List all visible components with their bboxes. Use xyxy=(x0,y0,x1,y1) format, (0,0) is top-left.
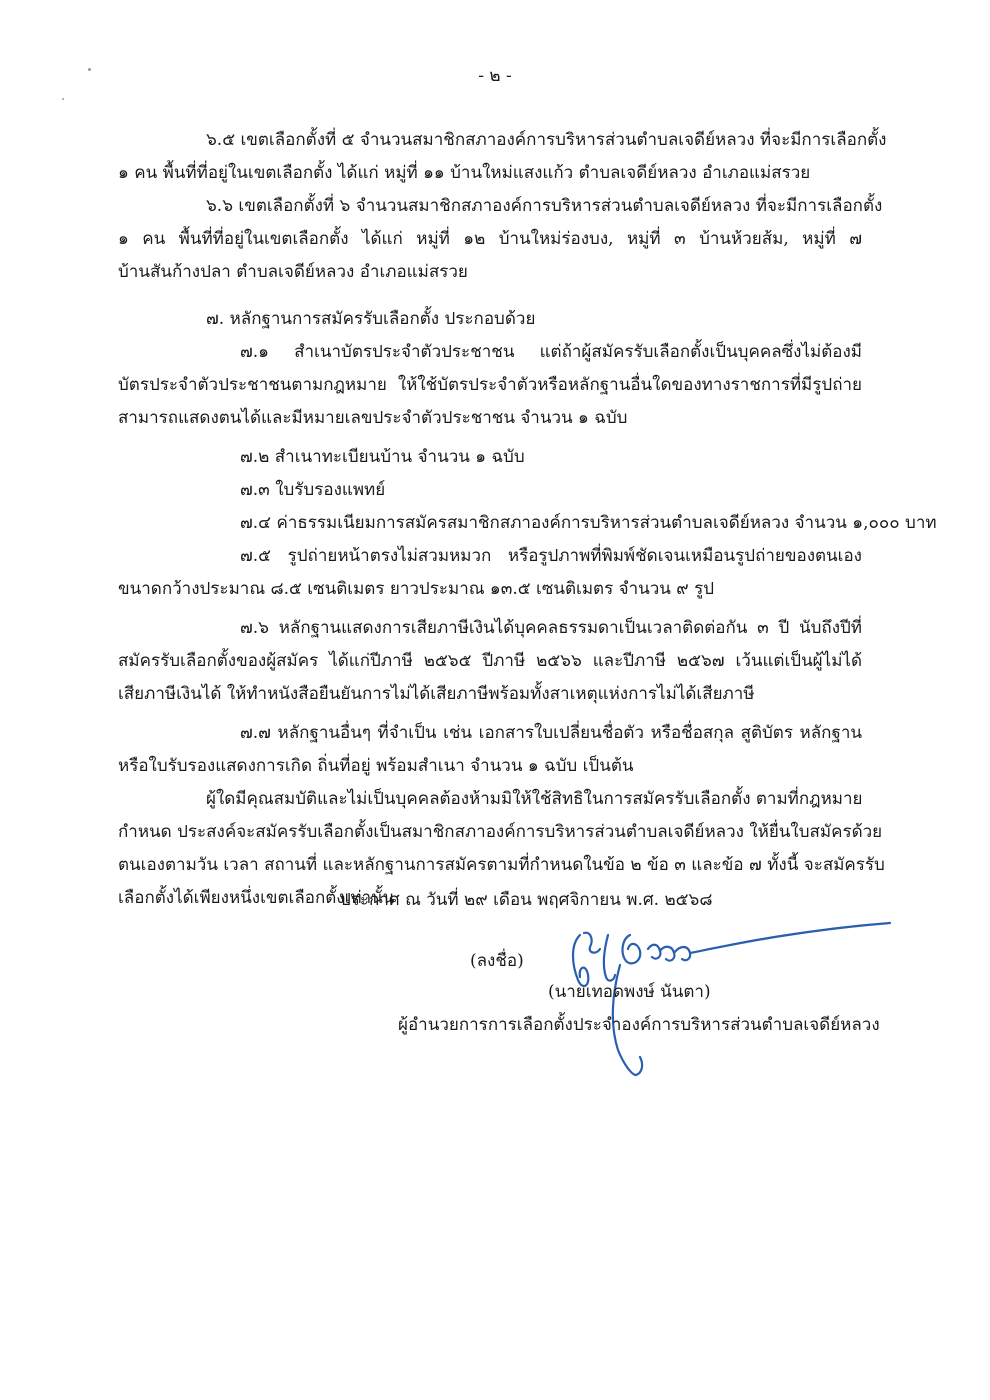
section-heading: ๗. หลักฐานการสมัครรับเลือกตั้ง ประกอบด้วย xyxy=(206,309,536,329)
text-line: ๗.๒ สำเนาทะเบียนบ้าน จำนวน ๑ ฉบับ xyxy=(240,447,525,467)
text-line: ๑ คน พื้นที่ที่อยู่ในเขตเลือกตั้ง ได้แก่ หมู่ที่ ๑๑ บ้านใหม่แสงแก้ว ตำบลเจดีย์หลวง อำเภอแม่สรวย xyxy=(118,163,811,183)
text-line: ๗.๖ หลักฐานแสดงการเสียภาษีเงินได้บุคคลธรรมดาเป็นเวลาติดต่อกัน ๓ ปี นับถึงปีที่ xyxy=(240,618,862,638)
text-line: ๑ คน พื้นที่ที่อยู่ในเขตเลือกตั้ง ได้แก่ หมู่ที่ ๑๒ บ้านใหม่ร่องบง, หมู่ที่ ๓ บ้านห้วยส้ม, หมู่ที่ ๗ xyxy=(118,229,862,249)
text-line: เสียภาษีเงินได้ ให้ทำหนังสือยืนยันการไม่ได้เสียภาษีพร้อมทั้งสาเหตุแห่งการไม่ได้เสียภาษี xyxy=(118,684,755,704)
text-line: บ้านสันก้างปลา ตำบลเจดีย์หลวง อำเภอแม่สรวย xyxy=(118,262,468,282)
signer-name: (นายเทอดพงษ์ นันตา) xyxy=(548,982,711,1002)
text-line: ๗.๔ ค่าธรรมเนียมการสมัครสมาชิกสภาองค์การบริหารส่วนตำบลเจดีย์หลวง จำนวน ๑,๐๐๐ บาท xyxy=(240,513,937,533)
announcement-date: ประกาศ ณ วันที่ ๒๙ เดือน พฤศจิกายน พ.ศ. ๒๕๖๘ xyxy=(340,890,713,910)
text-line: หรือใบรับรองแสดงการเกิด ถิ่นที่อยู่ พร้อมสำเนา จำนวน ๑ ฉบับ เป็นต้น xyxy=(118,756,634,776)
text-line: สมัครรับเลือกตั้งของผู้สมัคร ได้แก่ปีภาษี ๒๕๖๕ ปีภาษี ๒๕๖๖ และปีภาษี ๒๕๖๗ เว้นแต่เป็นผู้ไม่ได้ xyxy=(118,651,862,671)
sign-label: (ลงชื่อ) xyxy=(470,951,524,971)
text-line: บัตรประจำตัวประชาชนตามกฎหมาย ให้ใช้บัตรประจำตัวหรือหลักฐานอื่นใดของทางราชการที่มีรูปถ่าย xyxy=(118,375,862,395)
document-body xyxy=(118,124,937,915)
text-line: ผู้ใดมีคุณสมบัติและไม่เป็นบุคคลต้องห้ามมิให้ใช้สิทธิในการสมัครรับเลือกตั้ง ตามที่กฎหมาย xyxy=(206,789,863,809)
text-line: ขนาดกว้างประมาณ ๘.๕ เซนติเมตร ยาวประมาณ ๑๓.๕ เซนติเมตร จำนวน ๙ รูป xyxy=(118,579,715,599)
text-line: สามารถแสดงตนได้และมีหมายเลขประจำตัวประชาชน จำนวน ๑ ฉบับ xyxy=(118,408,628,428)
text-line: ๖.๖ เขตเลือกตั้งที่ ๖ จำนวนสมาชิกสภาองค์การบริหารส่วนตำบลเจดีย์หลวง ที่จะมีการเลือกตั้ง xyxy=(206,196,883,216)
text-line: ๗.๕ รูปถ่ายหน้าตรงไม่สวมหมวก หรือรูปภาพที่พิมพ์ชัดเจนเหมือนรูปถ่ายของตนเอง xyxy=(240,546,862,566)
text-line: เลือกตั้งได้เพียงหนึ่งเขตเลือกตั้งเท่านั้น xyxy=(118,888,395,908)
scan-speck xyxy=(62,98,64,100)
signer-position: ผู้อำนวยการการเลือกตั้งประจำองค์การบริหารส่วนตำบลเจดีย์หลวง xyxy=(398,1015,880,1035)
text-line: ตนเองตามวัน เวลา สถานที่ และหลักฐานการสมัครตามที่กำหนดในข้อ ๒ ข้อ ๓ และข้อ ๗ ทั้งนี้ จะสมัครรับ xyxy=(118,855,885,875)
text-line: ๗.๑ สำเนาบัตรประจำตัวประชาชน แต่ถ้าผู้สมัครรับเลือกตั้งเป็นบุคคลซึ่งไม่ต้องมี xyxy=(240,342,862,362)
text-line: กำหนด ประสงค์จะสมัครรับเลือกตั้งเป็นสมาชิกสภาองค์การบริหารส่วนตำบลเจดีย์หลวง ให้ยื่นใบสมัครด้วย xyxy=(118,822,883,842)
text-line: ๗.๗ หลักฐานอื่นๆ ที่จำเป็น เช่น เอกสารใบเปลี่ยนชื่อตัว หรือชื่อสกุล สูติบัตร หลักฐาน xyxy=(240,723,862,743)
text-line: ๗.๓ ใบรับรองแพทย์ xyxy=(240,480,386,500)
page-number: - ๒ - xyxy=(478,66,512,86)
text-line: ๖.๕ เขตเลือกตั้งที่ ๕ จำนวนสมาชิกสภาองค์การบริหารส่วนตำบลเจดีย์หลวง ที่จะมีการเลือกตั้ง xyxy=(206,130,887,150)
